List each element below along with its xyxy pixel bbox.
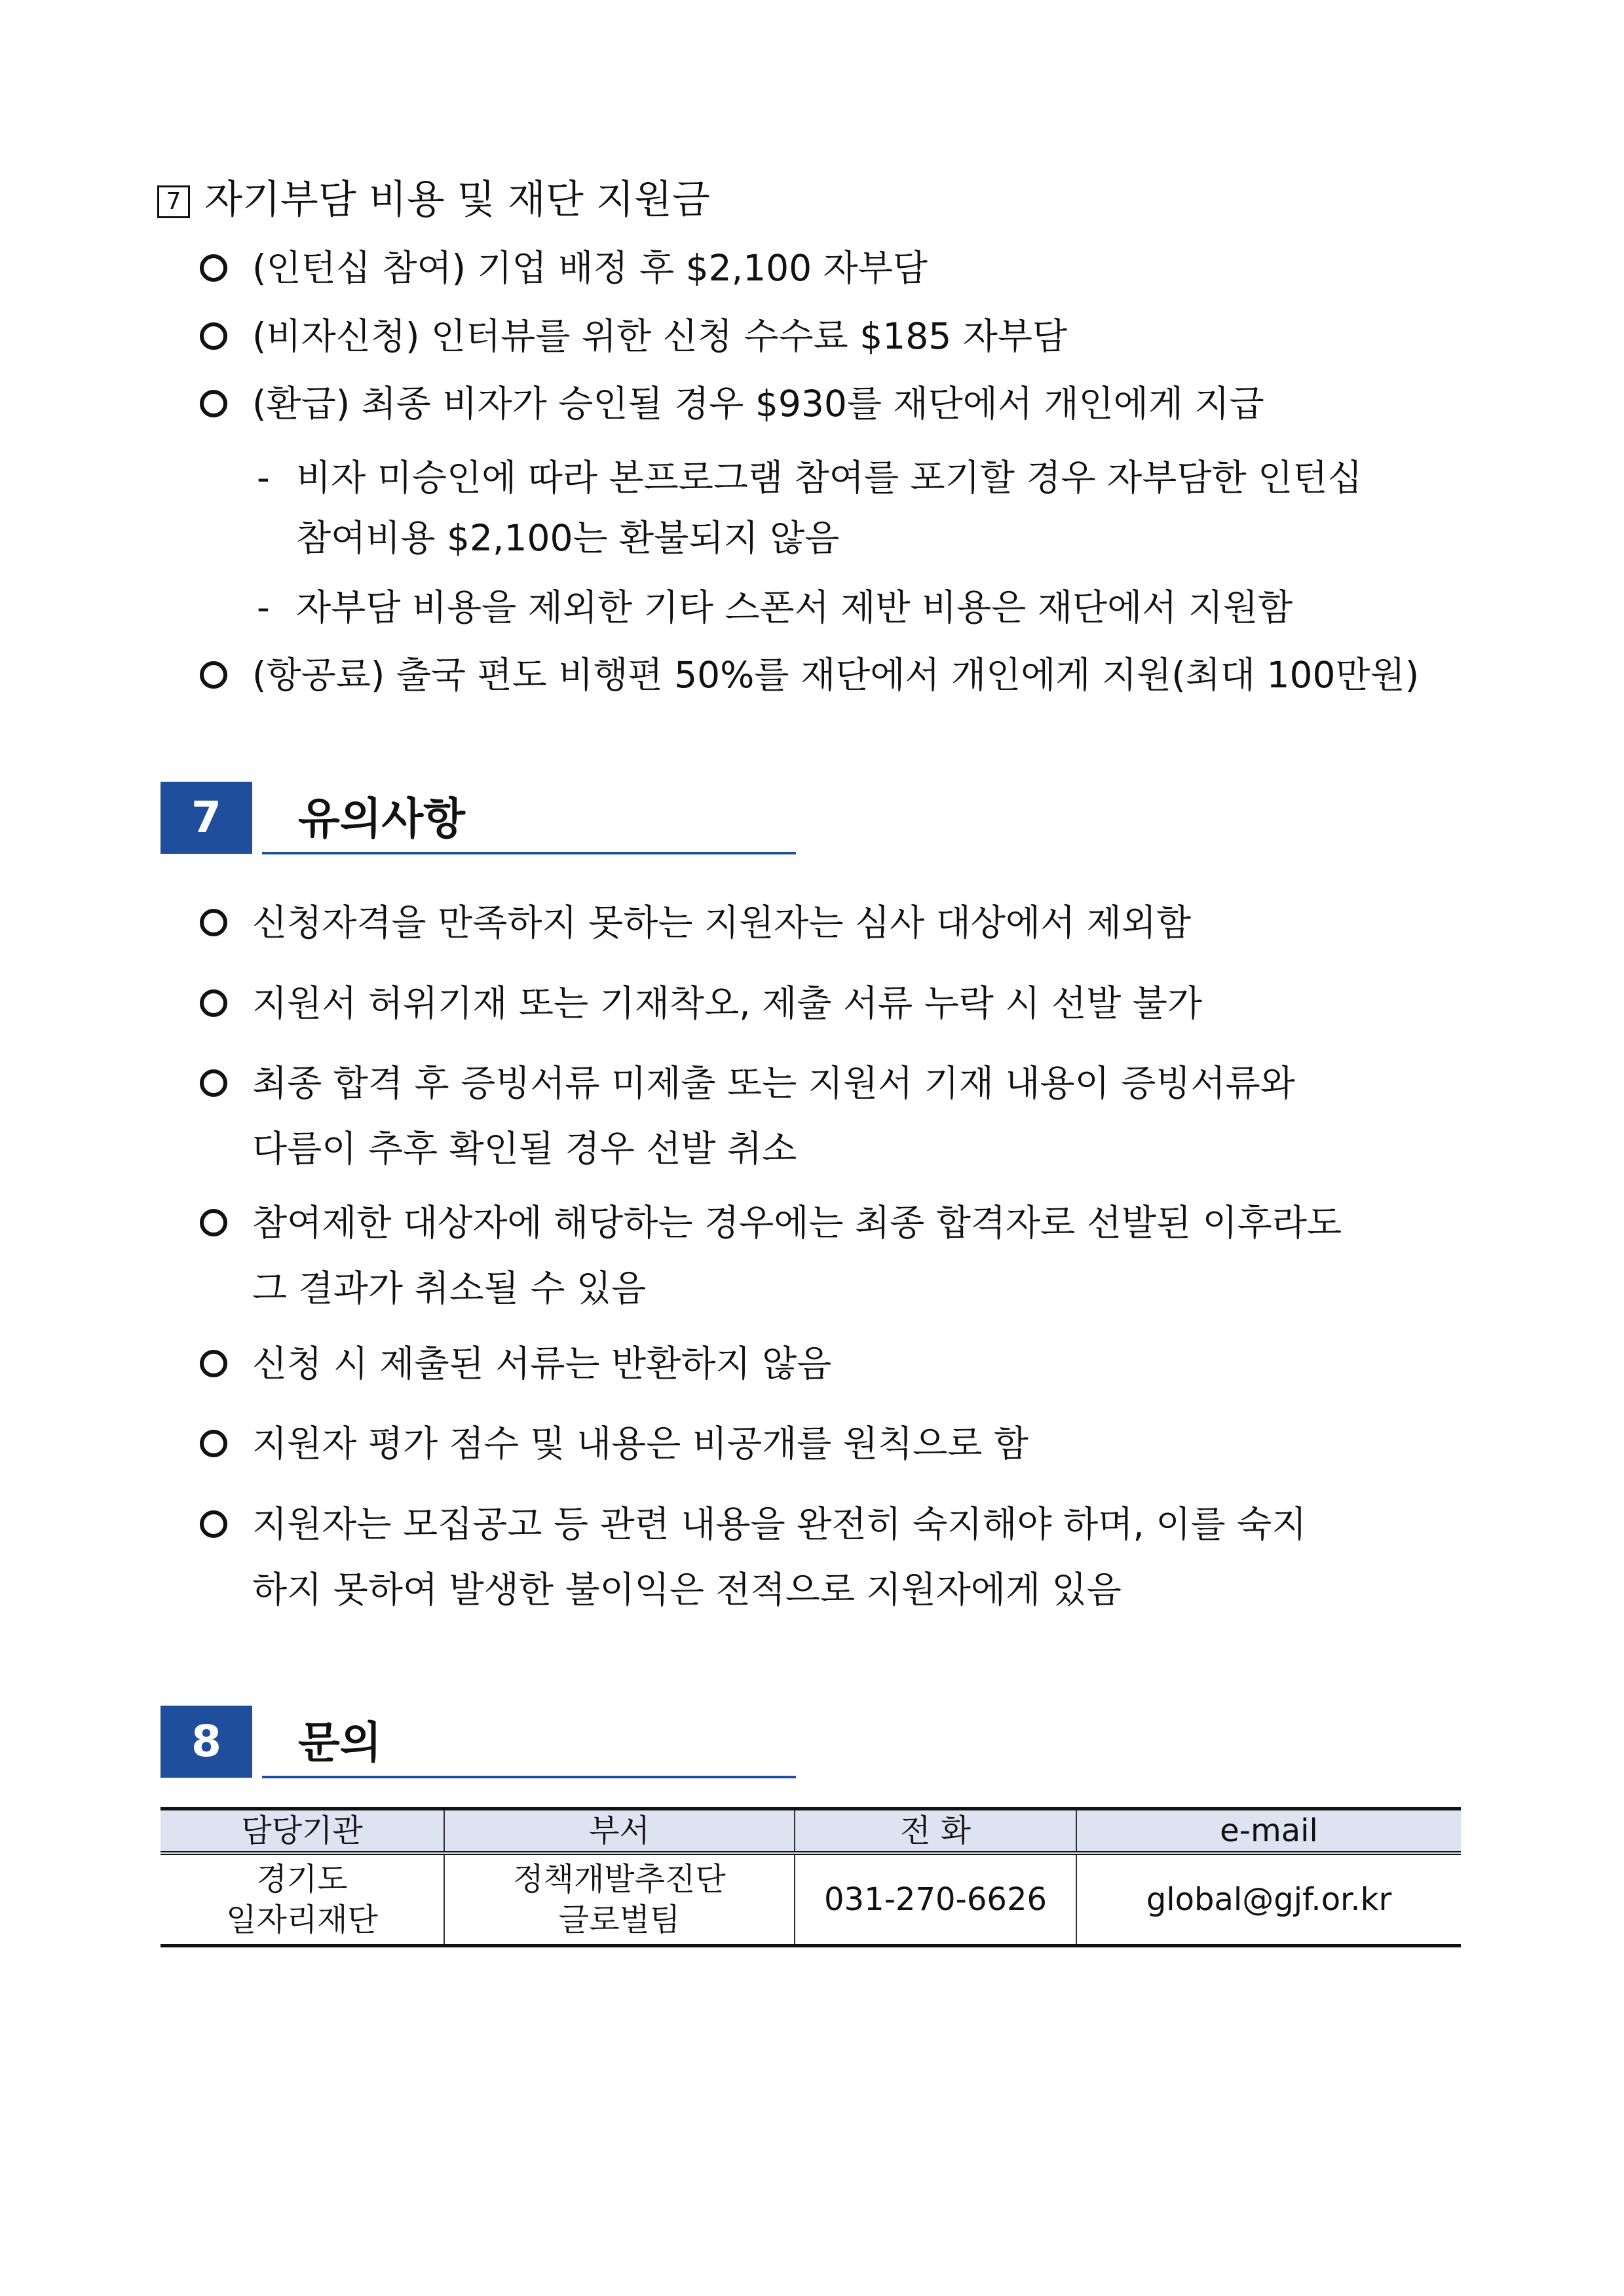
table-row [161,1853,1461,1946]
cell-org [161,1853,444,1946]
notice-item-4-line2: 그 결과가 취소될 수 있음 [252,1267,647,1309]
notice-item-3-line2: 다름이 추후 확인될 경우 선발 취소 [252,1128,797,1170]
notice-item-6: 지원자 평가 점수 및 내용은 비공개를 원칙으로 함 [252,1423,1029,1464]
cost-item-2: (비자신청) 인터뷰를 위한 신청 수수료 $185 자부담 [252,315,1068,357]
notice-item-2: 지원서 허위기재 또는 기재착오, 제출 서류 누락 시 선발 불가 [252,982,1202,1024]
bullet-circle-icon [200,661,227,689]
bullet-circle-icon [200,1209,227,1236]
cell-phone: 031-270-6626 [795,1853,1076,1946]
cell-email[interactable]: global@gjf.or.kr [1076,1853,1461,1946]
dash-marker: - [257,457,270,499]
notice-item-3-line1: 최종 합격 후 증빙서류 미제출 또는 지원서 기재 내용이 증빙서류와 [252,1062,1295,1104]
notice-item-7-line2: 하지 못하여 발생한 불이익은 전적으로 지원자에게 있음 [252,1569,1122,1611]
dept-line2: 글로벌팀 [558,1902,681,1938]
org-line1: 경기도 [256,1861,348,1898]
header-email: e-mail [1076,1809,1461,1854]
section-title: 유의사항 [298,794,466,844]
cost-item-1: (인턴십 참여) 기업 배정 후 $2,100 자부담 [252,247,928,289]
notice-item-5: 신청 시 제출된 서류는 반환하지 않음 [252,1343,832,1385]
bullet-circle-icon [200,909,227,936]
bullet-circle-icon [200,322,227,350]
dash-marker: - [257,586,270,628]
bullet-circle-icon [200,254,227,282]
contact-table [161,1807,1461,1947]
section-number-badge: 8 [161,1706,252,1778]
header-phone: 전 화 [795,1809,1076,1854]
header-org: 담당기관 [161,1809,444,1854]
notice-item-1: 신청자격을 만족하지 못하는 지원자는 심사 대상에서 제외함 [252,902,1192,944]
header-dept: 부서 [444,1809,795,1854]
bullet-circle-icon [200,1069,227,1097]
bullet-circle-icon [200,989,227,1017]
org-line2: 일자리재단 [226,1902,378,1938]
dept-line1: 정책개발추진단 [513,1861,726,1898]
bullet-circle-icon [200,1350,227,1377]
cost-item-4: (항공료) 출국 편도 비행편 50%를 재단에서 개인에게 지원(최대 100만원) [252,654,1420,696]
cell-dept [444,1853,795,1946]
section-number-badge: 7 [161,782,252,854]
dash-item-1-line1: 비자 미승인에 따라 본프로그램 참여를 포기할 경우 자부담한 인턴십 [296,457,1363,499]
notice-item-7-line1: 지원자는 모집공고 등 관련 내용을 완전히 숙지해야 하며, 이를 숙지 [252,1503,1307,1545]
dash-item-1-line2: 참여비용 $2,100는 환불되지 않음 [296,517,840,559]
subsection-heading [157,177,710,223]
dash-item-2: 자부담 비용을 제외한 기타 스폰서 제반 비용은 재단에서 지원함 [296,586,1293,628]
subsection-number-box: 7 [157,185,190,218]
contact-table-header-row [161,1809,1461,1854]
subsection-title: 자기부담 비용 및 재단 지원금 [204,177,710,223]
bullet-circle-icon [200,390,227,417]
notice-item-4-line1: 참여제한 대상자에 해당하는 경우에는 최종 합격자로 선발된 이후라도 [252,1202,1342,1244]
section-underline [262,1776,796,1778]
section-underline [262,852,796,854]
bullet-circle-icon [200,1510,227,1538]
cost-item-3: (환급) 최종 비자가 승인될 경우 $930를 재단에서 개인에게 지급 [252,383,1264,425]
section-title: 문의 [298,1717,382,1768]
bullet-circle-icon [200,1430,227,1457]
